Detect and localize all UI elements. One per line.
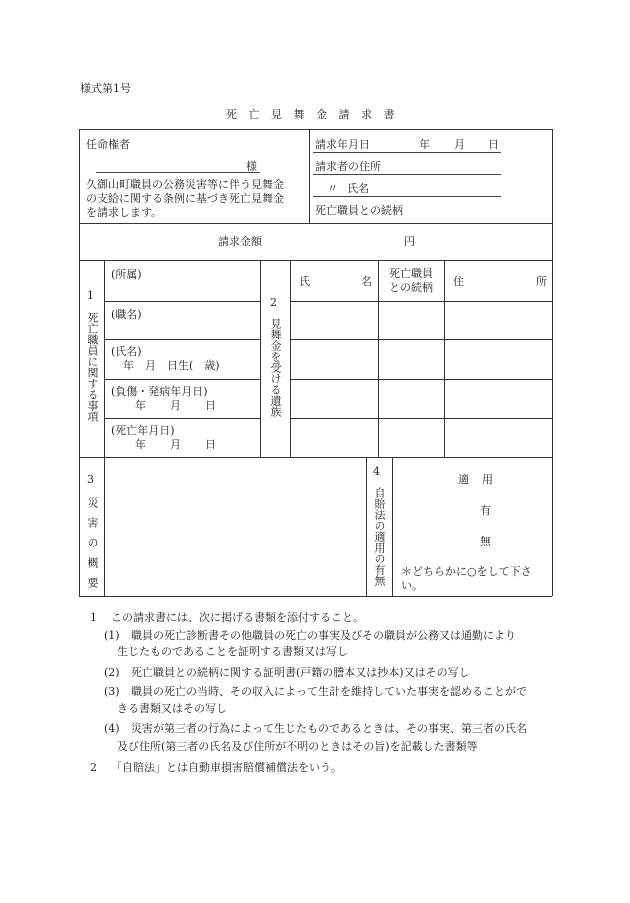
applicable-b: 用 xyxy=(482,473,493,486)
section1-title: 死亡職員に関する事項 xyxy=(86,312,99,422)
col-name-a: 氏 xyxy=(299,275,310,288)
note1-sub1-line2: 生じたものであることを証明する書類又は写し xyxy=(117,645,348,658)
injury-day: 日 xyxy=(205,399,216,412)
death-year: 年 xyxy=(135,438,146,451)
request-text-line2: の支給に関する条例に基づき死亡見舞金 xyxy=(86,192,284,205)
request-date-line xyxy=(313,152,501,153)
note1-sub1-line1: 職員の死亡診断書その他職員の死亡の事実及びその職員が公務又は通勤により xyxy=(131,629,516,642)
section2-title: 見舞金を受ける遺族 xyxy=(269,318,282,417)
request-date-month: 月 xyxy=(454,138,465,151)
requester-address-label: 請求者の住所 xyxy=(315,160,381,173)
amount-label: 請求金額 xyxy=(218,235,262,248)
deceased-name-label: (氏名) xyxy=(111,345,142,358)
section2-number: 2 xyxy=(270,296,277,309)
note1-sub4-line1: 災害が第三者の行為によって生じたものであるときは、その事実、第三者の氏名 xyxy=(131,722,527,735)
death-day: 日 xyxy=(205,438,216,451)
note1-sub3-number: (3) xyxy=(104,685,120,698)
col-address-b: 所 xyxy=(536,275,547,288)
applicable-a: 適 xyxy=(458,473,469,486)
appointer-name-line xyxy=(96,172,260,173)
job-title-label: (職名) xyxy=(111,308,142,321)
col-name-b: 名 xyxy=(361,275,372,288)
request-text-line3: を請求します。 xyxy=(86,206,163,219)
note2-number: 2 xyxy=(90,761,97,774)
section4-title: 自賠法の適用の有無 xyxy=(373,487,386,586)
death-date-label: (死亡年月日) xyxy=(111,424,175,437)
injury-month: 月 xyxy=(170,399,181,412)
document-title: 死 亡 見 舞 金 請 求 書 xyxy=(226,108,399,121)
honorific-sama: 様 xyxy=(246,160,257,173)
col-relation-line2: との続柄 xyxy=(389,281,433,294)
relation-to-deceased-label: 死亡職員との続柄 xyxy=(315,204,403,217)
note1-sub3-line1: 職員の死亡の当時、その収入によって生計を維持していた事実を認めることがで xyxy=(131,685,527,698)
note1-sub2-line1: 死亡職員との続柄に関する証明書(戸籍の謄本又は抄本)又はその写し xyxy=(131,666,470,679)
request-text-line1: 久御山町職員の公務災害等に伴う見舞金 xyxy=(86,178,284,191)
note1-sub1-number: (1) xyxy=(104,629,120,642)
form-number: 様式第1号 xyxy=(80,82,131,95)
note1-number: 1 xyxy=(90,611,97,624)
section3-title: 災害の概要 xyxy=(86,497,99,597)
note1-text: この請求書には、次に掲げる書類を添付すること。 xyxy=(111,611,364,624)
note2-text: 「自賠法」とは自動車損害賠償補償法をいう。 xyxy=(111,761,342,774)
section3-number: 3 xyxy=(87,473,94,486)
injury-date-label: (負傷・発病年月日) xyxy=(111,385,208,398)
note1-sub4-number: (4) xyxy=(104,722,120,735)
note1-sub4-line2: 及び住所(第三者の氏名及び住所が不明のときはその旨)を記載した書類等 xyxy=(117,740,478,753)
option-yes: 有 xyxy=(480,504,491,517)
amount-unit: 円 xyxy=(404,235,415,248)
col-address-a: 住 xyxy=(453,275,464,288)
request-date-year: 年 xyxy=(419,138,430,151)
circle-note-line2: い。 xyxy=(401,579,423,592)
requester-name-line xyxy=(313,196,501,197)
request-date-day: 日 xyxy=(488,138,499,151)
circle-note-line1: ＊どちらかに○をして下さ xyxy=(401,565,532,578)
appointer-label: 任命権者 xyxy=(86,138,130,151)
death-month: 月 xyxy=(170,438,181,451)
note1-sub3-line2: きる書類又はその写し xyxy=(117,702,227,715)
option-no: 無 xyxy=(480,535,491,548)
ditto-mark: 〃 xyxy=(327,182,338,195)
section4-number: 4 xyxy=(373,465,380,478)
affiliation-label: (所属) xyxy=(111,268,142,281)
requester-address-line xyxy=(313,174,501,175)
note1-sub2-number: (2) xyxy=(104,666,120,679)
request-date-label: 請求年月日 xyxy=(315,138,370,151)
requester-name-label: 氏名 xyxy=(347,182,369,195)
col-relation-line1: 死亡職員 xyxy=(389,267,433,280)
injury-year: 年 xyxy=(135,399,146,412)
section1-number: 1 xyxy=(87,289,94,302)
birth-date-line: 年 月 日生( 歳) xyxy=(123,359,220,372)
